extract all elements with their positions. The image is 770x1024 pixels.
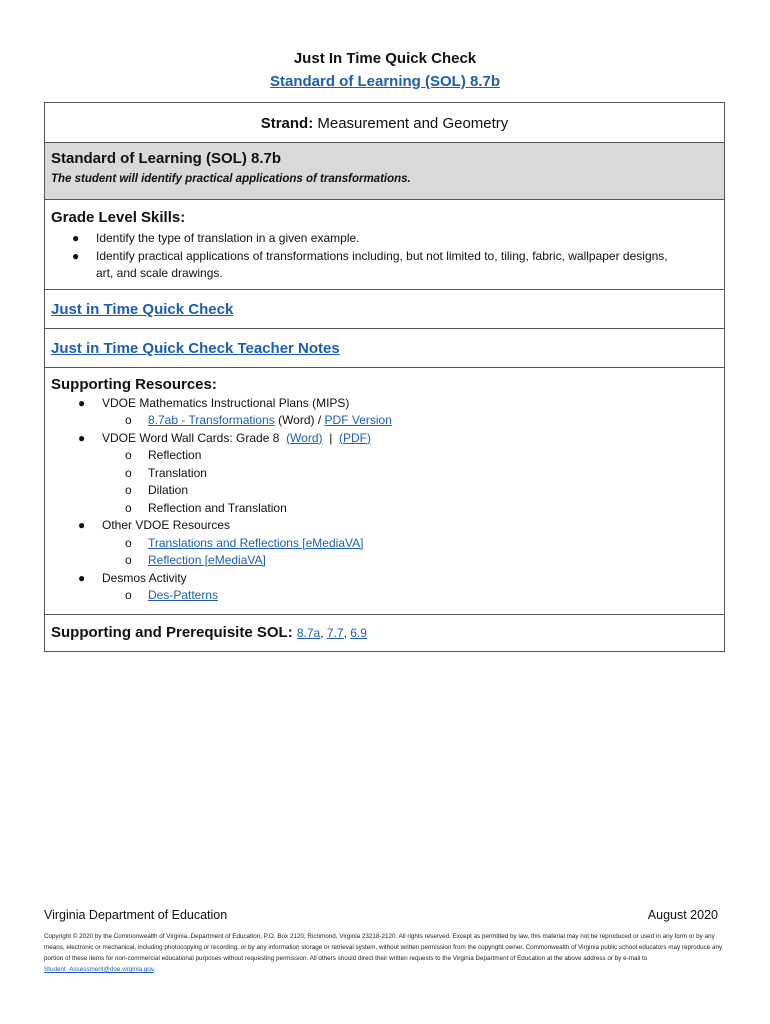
skill-item <box>45 248 724 266</box>
bullet-icon: ● <box>72 248 80 263</box>
copyright-end: . <box>153 966 156 973</box>
strand-label: Strand: <box>260 115 314 132</box>
wordwall-text: VDOE Word Wall Cards: Grade 8 <box>102 430 280 445</box>
wordwall-item-text: Reflection and Translation <box>148 500 287 515</box>
footer-date: August 2020 <box>647 908 718 922</box>
mips-subitem <box>51 412 718 430</box>
desmos-text: Desmos Activity <box>102 570 187 585</box>
resource-item-other <box>51 517 718 535</box>
reflection-link[interactable]: Reflection [eMediaVA] <box>148 553 266 567</box>
strand-value: Measurement and Geometry <box>317 115 509 132</box>
desmos-subitem <box>51 587 718 605</box>
resource-item-wordwall <box>51 430 718 448</box>
skill-text: Identify the type of translation in a given example. <box>96 231 360 245</box>
sol-row <box>45 143 724 200</box>
circle-bullet-icon: o <box>125 535 132 550</box>
skills-list <box>45 230 724 283</box>
prereq-separator: , <box>343 625 347 640</box>
strand-row <box>45 103 724 143</box>
circle-bullet-icon: o <box>125 465 132 480</box>
resources-title: Supporting Resources: <box>51 375 217 393</box>
wordwall-subitem <box>51 447 718 465</box>
bullet-icon: ● <box>72 231 80 245</box>
email-link[interactable]: Student_Assessment@doe.virginia.gov <box>44 966 154 973</box>
wordwall-subitem <box>51 500 718 518</box>
other-text: Other VDOE Resources <box>102 518 231 532</box>
sol-subtitle-link-text[interactable]: Standard of Learning (SOL) 8.7b <box>269 73 501 90</box>
desmos-sublist <box>51 587 718 605</box>
prereq-link[interactable]: 7.7 <box>326 625 344 640</box>
content-table <box>44 102 725 652</box>
sol-subtitle-link[interactable] <box>0 73 770 90</box>
other-subitem <box>51 535 718 553</box>
mips-word-text: (Word) / <box>278 413 322 427</box>
des-patterns-link[interactable]: Des-Patterns <box>148 588 219 602</box>
wordwall-word-link[interactable]: (Word) <box>286 430 323 445</box>
footer-org: Virginia Department of Education <box>44 908 228 922</box>
bullet-icon: ● <box>78 430 86 445</box>
skills-title: Grade Level Skills: <box>51 209 186 226</box>
wordwall-subitem <box>51 482 718 500</box>
skill-text: art, and scale drawings. <box>96 266 223 280</box>
sol-description: The student will identify practical applications of transformations. <box>51 173 411 185</box>
circle-bullet-icon: o <box>125 483 132 497</box>
circle-bullet-icon: o <box>125 553 132 567</box>
wordwall-item-text: Dilation <box>148 483 189 497</box>
skills-row <box>45 228 724 290</box>
wordwall-separator: | <box>329 430 333 445</box>
skills-header-area <box>45 200 724 228</box>
quick-check-link[interactable]: Just in Time Quick Check <box>51 300 234 318</box>
copyright-text: Copyright © 2020 by the Commonwealth of Virginia, Department of Education, P.O. Box 2120, Richmond, Virginia 23218-2120. All rights reserved. Except as permitted by law, this material may not be reproduced or used in any form or by any means, electronic or mechanical, including photocopying or recording, or by any information storage or retrieval system, without written permission from the copyright owner. Commonwealth of Virginia public school educators may reproduce any portion of these items for non-commercial educational purposes without requesting permission. All others should direct their written requests to the Virginia Department of Education at the above address or by e-mail to <box>44 933 723 962</box>
wordwall-subitem <box>51 465 718 483</box>
prereq-separator: , <box>320 625 324 640</box>
sol-title: Standard of Learning (SOL) 8.7b <box>51 150 282 167</box>
mips-text: VDOE Mathematics Instructional Plans (MIPS) <box>102 395 350 410</box>
other-sublist <box>51 535 718 570</box>
teacher-notes-row <box>45 329 724 368</box>
wordwall-item-text: Translation <box>148 465 207 480</box>
resources-row <box>45 368 724 615</box>
page-title: Just In Time Quick Check <box>293 50 477 67</box>
resources-list-2 <box>51 430 718 448</box>
teacher-notes-link[interactable]: Just in Time Quick Check Teacher Notes <box>51 339 340 357</box>
resource-item-desmos <box>51 570 718 588</box>
wordwall-pdf-link[interactable]: (PDF) <box>338 430 371 445</box>
prereq-row <box>45 615 724 651</box>
prereq-label: Supporting and Prerequisite SOL: <box>51 623 293 641</box>
resource-item-mips <box>51 395 718 413</box>
mips-pdf-link[interactable]: PDF Version <box>324 413 392 427</box>
prereq-link[interactable]: 8.7a <box>296 625 321 640</box>
resources-list-4 <box>51 570 718 588</box>
bullet-icon: ● <box>78 395 86 410</box>
quick-check-row <box>45 290 724 329</box>
mips-sublist <box>51 412 718 430</box>
resources-list-3 <box>51 517 718 535</box>
circle-bullet-icon: o <box>125 448 132 462</box>
translations-reflections-link[interactable]: Translations and Reflections [eMediaVA] <box>148 535 364 550</box>
skill-item <box>45 230 724 248</box>
prereq-link[interactable]: 6.9 <box>350 625 367 640</box>
circle-bullet-icon: o <box>125 500 132 515</box>
circle-bullet-icon: o <box>125 588 132 602</box>
circle-bullet-icon: o <box>125 413 132 427</box>
bullet-icon: ● <box>78 518 86 532</box>
resources-list <box>51 395 718 413</box>
wordwall-item-text: Reflection <box>148 448 202 462</box>
bullet-icon: ● <box>78 570 86 585</box>
skill-text: Identify practical applications of transformations including, but not limited to, tiling, fabric, wallpaper designs, <box>96 248 668 263</box>
wordwall-sublist <box>51 447 718 517</box>
skill-item-continuation <box>45 265 724 283</box>
copyright-notice <box>44 931 726 975</box>
mips-transformations-link[interactable]: 8.7ab - Transformations <box>148 413 275 427</box>
other-subitem <box>51 552 718 570</box>
